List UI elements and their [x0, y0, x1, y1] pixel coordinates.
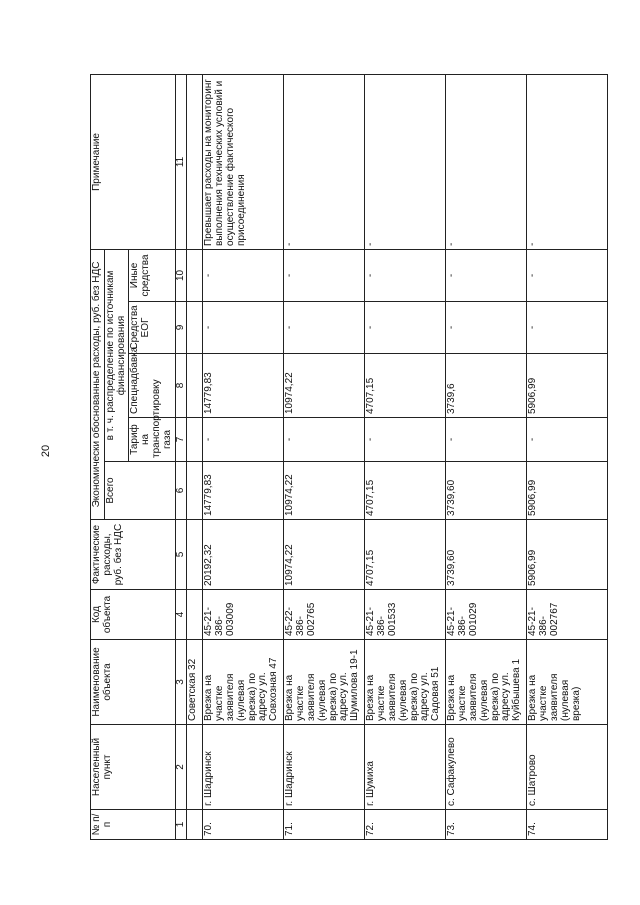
col-num: 11 [175, 74, 187, 249]
rotated-table-sheet [90, 75, 635, 840]
column-number-row [175, 74, 187, 839]
actual-costs-cell: 5906,99 [527, 520, 608, 590]
col-num: 7 [175, 418, 187, 462]
total-cell: 3739,60 [446, 462, 527, 520]
blank-cell [187, 418, 203, 462]
object-name-cell: Врезка на участке заявителя (нулевая врезка) [527, 640, 608, 725]
blank-cell [187, 462, 203, 520]
object-name-cell: Врезка на участке заявителя (нулевая врезка) по адресу ул. Садовая 51 [365, 640, 446, 725]
header-object-code: Код объекта [91, 590, 176, 640]
actual-costs-cell: 4707,15 [365, 520, 446, 590]
header-other: Иные средства [129, 249, 175, 301]
blank-cell [187, 302, 203, 354]
object-code-cell: 45-21-386-001029 [446, 590, 527, 640]
col-num: 9 [175, 302, 187, 354]
special-cell: 4707,15 [365, 354, 446, 418]
locality-cell: с. Шатрово [527, 725, 608, 810]
col-num: 6 [175, 462, 187, 520]
actual-costs-cell: 20192,32 [203, 520, 284, 590]
total-cell: 14779,83 [203, 462, 284, 520]
header-eog: Средства ЕОГ [129, 302, 175, 354]
carry-over-row [187, 74, 203, 839]
actual-costs-cell: 3739,60 [446, 520, 527, 590]
object-code-cell: 45-22-386-002765 [284, 590, 365, 640]
object-name-cell: Врезка на участке заявителя (нулевая врезка) по адресу ул. Куйбышева 1 [446, 640, 527, 725]
note-cell: - [284, 74, 365, 249]
eog-cell: - [446, 302, 527, 354]
header-special: Спецнадбавка [129, 354, 175, 418]
tariff-cell: - [203, 418, 284, 462]
blank-cell [187, 810, 203, 840]
special-cell: 5906,99 [527, 354, 608, 418]
col-num: 10 [175, 249, 187, 301]
eog-cell: - [527, 302, 608, 354]
object-code-cell: 45-21-386-001533 [365, 590, 446, 640]
locality-cell: г. Шадринск [284, 725, 365, 810]
header-object-name: Наименование объекта [91, 640, 176, 725]
page-number: 20 [40, 444, 53, 458]
eog-cell: - [365, 302, 446, 354]
blank-cell [187, 354, 203, 418]
row-number: 70. [203, 810, 284, 840]
col-num: 8 [175, 354, 187, 418]
blank-cell [187, 520, 203, 590]
object-name-cell: Врезка на участке заявителя (нулевая врезка) по адресу ул. Совхозная 47 [203, 640, 284, 725]
row-number: 73. [446, 810, 527, 840]
tariff-cell: - [527, 418, 608, 462]
header-total: Всего [104, 462, 175, 520]
table-row [446, 74, 527, 839]
other-cell: - [446, 249, 527, 301]
col-num: 3 [175, 640, 187, 725]
table-row [203, 74, 284, 839]
blank-cell [187, 74, 203, 249]
locality-cell: с. Сафакулево [446, 725, 527, 810]
blank-cell [187, 725, 203, 810]
note-cell: - [446, 74, 527, 249]
table-row [365, 74, 446, 839]
locality-cell: г. Шумиха [365, 725, 446, 810]
eog-cell: - [203, 302, 284, 354]
header-by-sources: в т. ч. распределение по источникам финансирования [104, 249, 129, 461]
special-cell: 10974,22 [284, 354, 365, 418]
object-name-cell: Врезка на участке заявителя (нулевая врезка) по адресу ул. Шумилова 19-1 [284, 640, 365, 725]
note-cell: - [365, 74, 446, 249]
header-economic-group: Экономически обоснованные расходы, руб. без НДС [91, 249, 105, 519]
cost-table [90, 74, 608, 840]
header-note: Примечание [91, 74, 176, 249]
special-cell: 3739,6 [446, 354, 527, 418]
col-num: 4 [175, 590, 187, 640]
table-row [284, 74, 365, 839]
tariff-cell: - [365, 418, 446, 462]
other-cell: - [203, 249, 284, 301]
col-num: 2 [175, 725, 187, 810]
note-cell: - [527, 74, 608, 249]
total-cell: 10974,22 [284, 462, 365, 520]
tariff-cell: - [284, 418, 365, 462]
carry-over-text: Советская 32 [187, 640, 203, 725]
header-num: № п/п [91, 810, 176, 840]
eog-cell: - [284, 302, 365, 354]
special-cell: 14779,83 [203, 354, 284, 418]
other-cell: - [284, 249, 365, 301]
total-cell: 4707,15 [365, 462, 446, 520]
total-cell: 5906,99 [527, 462, 608, 520]
object-code-cell: 45-21-386-003009 [203, 590, 284, 640]
header-locality: Населенный пункт [91, 725, 176, 810]
blank-cell [187, 590, 203, 640]
table-row [527, 74, 608, 839]
other-cell: - [365, 249, 446, 301]
other-cell: - [527, 249, 608, 301]
object-code-cell: 45-21-386-002767 [527, 590, 608, 640]
locality-cell: г. Шадринск [203, 725, 284, 810]
col-num: 1 [175, 810, 187, 840]
note-cell: Превышает расходы на мониторинг выполнения технических условий и осуществление фактического присоединения [203, 74, 284, 249]
header-tariff: Тариф на транспортировку газа [129, 418, 175, 462]
row-number: 74. [527, 810, 608, 840]
actual-costs-cell: 10974,22 [284, 520, 365, 590]
row-number: 71. [284, 810, 365, 840]
tariff-cell: - [446, 418, 527, 462]
blank-cell [187, 249, 203, 301]
col-num: 5 [175, 520, 187, 590]
row-number: 72. [365, 810, 446, 840]
header-actual-costs: Фактические расходы, руб. без НДС [91, 520, 176, 590]
